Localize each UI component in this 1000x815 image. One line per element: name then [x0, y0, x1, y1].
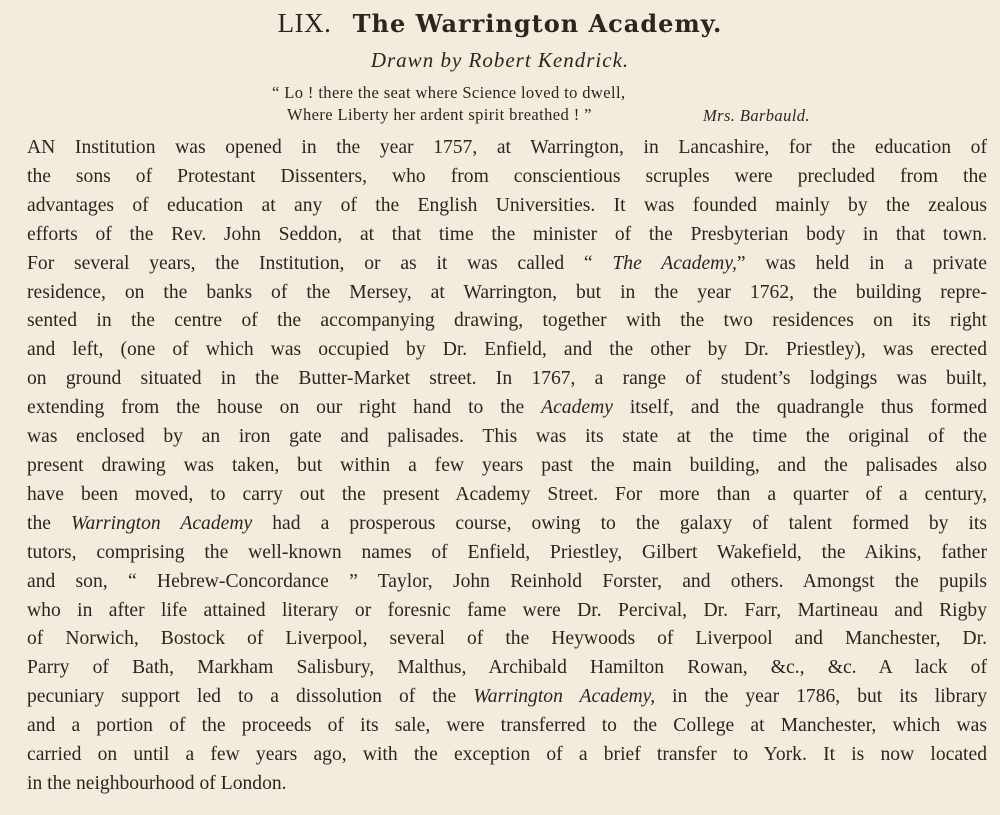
epigraph-line-1: “ Lo ! there the seat where Science loved to dwell, — [272, 83, 626, 102]
body-text-run: pecuniary support led to a dissolution of the — [27, 686, 474, 708]
body-line: residence, on the banks of the Mersey, at Warrington, but in the year 1762, the building repre- — [27, 281, 987, 303]
body-line: and left, (one of which was occupied by Dr. Enfield, and the other by Dr. Priestley), was erected — [27, 339, 987, 361]
body-text-run: itself, and the quadrangle thus formed — [612, 397, 987, 419]
body-line — [27, 250, 987, 279]
body-line: advantages of education at any of the English Universities. It was founded mainly by the zealous — [27, 194, 987, 216]
body-text-run: in the year 1786, but its library — [655, 686, 987, 708]
body-text-run: For several years, the Institution, or as it was called “ — [27, 252, 613, 274]
body-line: carried on until a few years ago, with the exception of a brief transfer to York. It is now located — [27, 744, 987, 766]
body-line: present drawing was taken, but within a few years past the main building, and the palisades also — [27, 454, 987, 476]
body-line — [27, 394, 987, 423]
chapter-numeral: LIX. — [277, 8, 332, 38]
body-line: on ground situated in the Butter-Market street. In 1767, a range of student’s lodgings was built, — [27, 368, 987, 390]
body-line: and son, “ Hebrew-Concordance ” Taylor, John Reinhold Forster, and others. Amongst the pupils — [27, 570, 987, 592]
body-line: of Norwich, Bostock of Liverpool, several of the Heywoods of Liverpool and Manchester, Dr. — [27, 628, 987, 650]
body-line: the sons of Protestant Dissenters, who from conscientious scruples were precluded from the — [27, 165, 987, 187]
epigraph — [0, 83, 1000, 129]
epigraph-line-2: Where Liberty her ardent spirit breathed ! ” — [287, 105, 592, 124]
body-text-run: extending from the house on our right hand to the — [27, 397, 542, 419]
byline: Drawn by Robert Kendrick. — [370, 48, 630, 72]
chapter-title: The Warrington Academy. — [352, 9, 723, 38]
body-text-run: had a prosperous course, owing to the galaxy of talent formed by its — [252, 512, 987, 534]
body-line: sented in the centre of the accompanying drawing, together with the two residences on its right — [27, 310, 987, 332]
body-line: have been moved, to carry out the present Academy Street. For more than a quarter of a century, — [27, 483, 987, 505]
epigraph-attribution: Mrs. Barbauld. — [703, 106, 810, 125]
body-paragraph — [27, 134, 987, 799]
body-line: Parry of Bath, Markham Salisbury, Malthus, Archibald Hamilton Rowan, &c., &c. A lack of — [27, 657, 987, 679]
body-text-run: Institution was opened in the year 1757, at Warrington, in Lancashire, for the education of — [55, 137, 987, 158]
italic-run: Warrington Academy — [71, 512, 253, 534]
body-line — [27, 510, 987, 539]
body-text-run: the — [27, 512, 72, 534]
body-line: was enclosed by an iron gate and palisades. This was its state at the time the original of the — [27, 426, 987, 448]
body-line: and a portion of the proceeds of its sale, were transferred to the College at Manchester, which was — [27, 715, 987, 737]
italic-run: The Academy, — [612, 252, 737, 274]
italic-run: Academy — [541, 397, 613, 419]
italic-run: Warrington Academy, — [473, 686, 656, 708]
body-line: in the neighbourhood of London. — [27, 772, 287, 794]
body-line: tutors, comprising the well-known names of Enfield, Priestley, Gilbert Wakefield, the Aikins, father — [27, 541, 987, 563]
drop-cap-word: AN — [27, 137, 56, 158]
body-text-run: ” was held in a private — [736, 252, 988, 274]
chapter-heading — [0, 8, 1000, 39]
body-line: efforts of the Rev. John Seddon, at that time the minister of the Presbyterian body in that town. — [27, 223, 987, 245]
body-line: who in after life attained literary or foresnic fame were Dr. Percival, Dr. Farr, Martineau and Rigby — [27, 599, 987, 621]
body-line — [27, 683, 987, 712]
body-line — [27, 134, 987, 163]
